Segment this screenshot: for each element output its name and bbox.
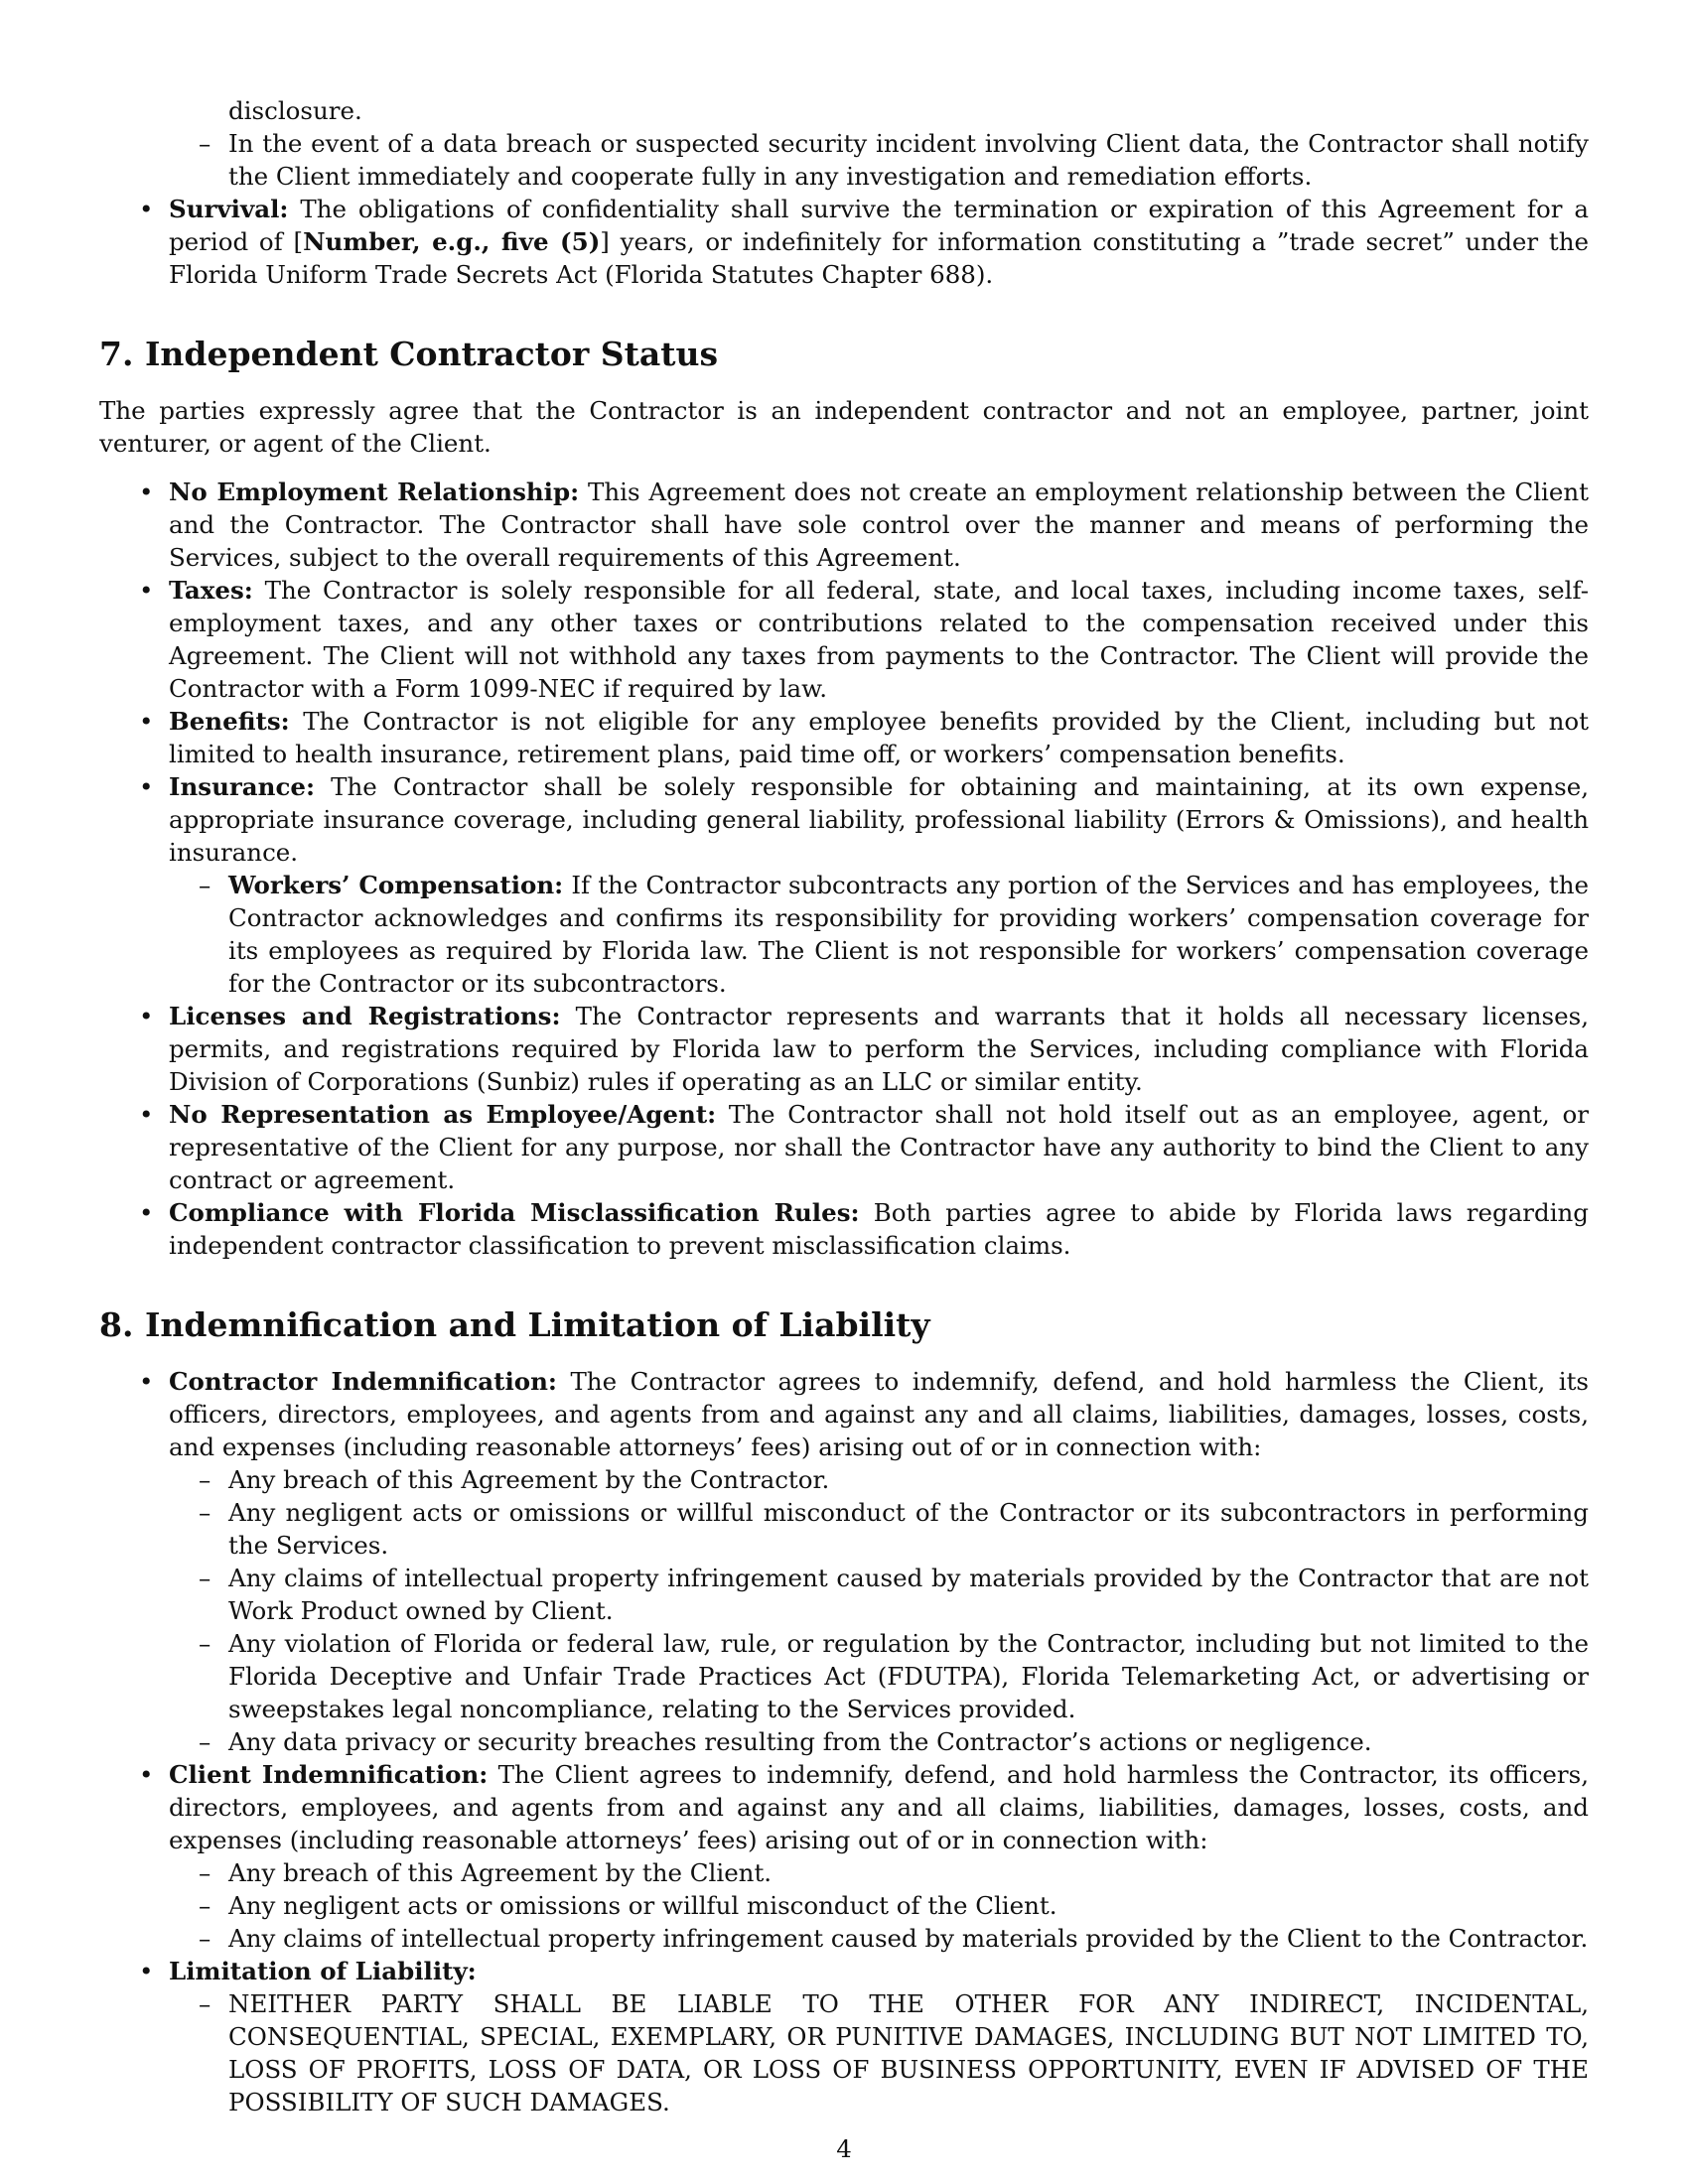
dash-marker: – bbox=[199, 1564, 211, 1592]
bullet-marker: • bbox=[139, 1198, 154, 1227]
bullet-marker: • bbox=[139, 1957, 154, 1985]
survival-label: Survival: bbox=[169, 195, 289, 223]
sub-item-text: If the Contractor subcontracts any portion of the Services and has employees, the Contractor acknowledges and confirms its responsibility for providing workers’ compensation coverage for its employees as required by Florida law. The Client is not responsible for workers’ compensation coverage for the Contractor or its subcontractors. bbox=[228, 871, 1590, 998]
item-text: The Contractor agrees to indemnify, defend, and hold harmless the Client, its officers, directors, employees, and agents from and against any and all claims, liabilities, damages, losses, costs, and expenses (including reasonable attorneys’ fees) arising out of or in connection with: bbox=[169, 1367, 1589, 1461]
list-item bbox=[99, 476, 1589, 574]
sub-item-text: Any negligent acts or omissions or willful misconduct of the Contractor or its subcontractors in performing the Services. bbox=[228, 1498, 1589, 1560]
bullet-marker: • bbox=[139, 1100, 154, 1129]
bullet-marker: • bbox=[139, 1367, 154, 1396]
item-text: The Client agrees to indemnify, defend, and hold harmless the Contractor, its officers, directors, employees, and agents from and against any and all claims, liabilities, damages, losses, costs, and expenses (including reasonable attorneys’ fees) arising out of or in connection with: bbox=[169, 1760, 1590, 1854]
dash-marker: – bbox=[199, 1629, 211, 1658]
dash-marker: – bbox=[199, 1858, 211, 1887]
dash-marker: – bbox=[199, 1891, 211, 1920]
item-text: The Contractor is solely responsible for all federal, state, and local taxes, including income taxes, self-employment taxes, and any other taxes or contributions related to the compensation received under this Agreement. The Client will not withhold any taxes from payments to the Contractor. The Client will provide the Contractor with a Form 1099-NEC if required by law. bbox=[169, 576, 1589, 703]
bullet-marker: • bbox=[139, 478, 154, 506]
section-7-heading: 7. Independent Contractor Status bbox=[99, 335, 719, 373]
item-label: Insurance: bbox=[169, 772, 316, 801]
item-label: Client Indemnification: bbox=[169, 1760, 489, 1789]
survival-term: Number, e.g., five (5) bbox=[303, 227, 601, 256]
sub-list-item bbox=[169, 1496, 1589, 1562]
list-item bbox=[99, 1365, 1589, 1758]
sub-item-text: Any violation of Florida or federal law, rule, or regulation by the Contractor, including but not limited to the Florida Deceptive and Unfair Trade Practices Act (FDUTPA), Florida Telemarketing Act, or advertising or sweepstakes legal noncompliance, relating to the Services provided. bbox=[228, 1629, 1589, 1723]
list-item bbox=[99, 1098, 1589, 1196]
bullet-marker: • bbox=[139, 707, 154, 736]
breach-text: In the event of a data breach or suspected security incident involving Client data, the Contractor shall notify the Client immediately and cooperate fully in any investigation and remediation efforts. bbox=[228, 129, 1589, 191]
sub-list-item bbox=[169, 1889, 1589, 1922]
sub-item-text: Any breach of this Agreement by the Contractor. bbox=[228, 1465, 830, 1494]
sub-list-item bbox=[169, 1922, 1589, 1955]
list-item bbox=[99, 1758, 1589, 1955]
sub-list-item bbox=[169, 1987, 1589, 2118]
breach-notification-clause bbox=[99, 127, 1589, 193]
item-text: The Contractor is not eligible for any employee benefits provided by the Client, including but not limited to health insurance, retirement plans, paid time off, or workers’ compensation benefits. bbox=[169, 707, 1589, 768]
bullet-marker: • bbox=[139, 772, 154, 801]
dash-marker: – bbox=[199, 129, 211, 158]
sub-item-text: Any breach of this Agreement by the Client. bbox=[228, 1858, 773, 1887]
sub-item-text: Any claims of intellectual property infringement caused by materials provided by the Contractor that are not Work Product owned by Client. bbox=[228, 1564, 1589, 1625]
survival-text-a: The obligations of confidentiality shall survive the termination or expiration of this Agreement for a period of [ bbox=[169, 195, 1589, 256]
item-label: No Representation as Employee/Agent: bbox=[169, 1100, 717, 1129]
item-label: Licenses and Registrations: bbox=[169, 1002, 561, 1030]
list-item bbox=[99, 770, 1589, 1000]
sub-list-item bbox=[169, 1856, 1589, 1889]
sub-item-text: Any negligent acts or omissions or willful misconduct of the Client. bbox=[228, 1891, 1057, 1920]
page-number: 4 bbox=[836, 2134, 852, 2163]
bullet-marker: • bbox=[139, 1002, 154, 1030]
section-8-heading: 8. Indemnification and Limitation of Liability bbox=[99, 1305, 930, 1344]
dash-marker: – bbox=[199, 1924, 211, 1953]
bullet-marker: • bbox=[139, 576, 154, 605]
section-7-intro: The parties expressly agree that the Contractor is an independent contractor and not an employee, partner, joint venturer, or agent of the Client. bbox=[99, 396, 1589, 458]
dash-marker: – bbox=[199, 871, 211, 899]
item-label: Contractor Indemnification: bbox=[169, 1367, 557, 1396]
survival-text-b: ] years, or indefinitely for information constituting a ”trade secret” under the Florida Uniform Trade Secrets Act (Florida Statutes Chapter 688). bbox=[169, 227, 1589, 289]
sub-item-text: Any data privacy or security breaches resulting from the Contractor’s actions or negligence. bbox=[228, 1727, 1372, 1756]
item-text: This Agreement does not create an employment relationship between the Client and the Contractor. The Contractor shall have sole control over the manner and means of performing the Services, subject to the overall requirements of this Agreement. bbox=[169, 478, 1589, 572]
sub-list-item bbox=[169, 869, 1589, 1000]
list-item bbox=[99, 1955, 1589, 2118]
sub-list-item bbox=[169, 1627, 1589, 1725]
item-label: Benefits: bbox=[169, 707, 290, 736]
item-label: No Employment Relationship: bbox=[169, 478, 580, 506]
document-page bbox=[99, 94, 1589, 2118]
sub-item-text: NEITHER PARTY SHALL BE LIABLE TO THE OTHER FOR ANY INDIRECT, INCIDENTAL, CONSEQUENTIAL, SPECIAL, EXEMPLARY, OR PUNITIVE DAMAGES, INCLUDING BUT NOT LIMITED TO, LOSS OF PROFITS, LOSS OF DATA, OR LOSS OF BUSINESS OPPORTUNITY, EVEN IF ADVISED OF THE POSSIBILITY OF SUCH DAMAGES. bbox=[228, 1989, 1589, 2116]
dash-marker: – bbox=[199, 1465, 211, 1494]
item-text: Both parties agree to abide by Florida laws regarding independent contractor classification to prevent misclassification claims. bbox=[169, 1198, 1589, 1260]
item-label: Limitation of Liability: bbox=[169, 1957, 477, 1985]
list-item bbox=[99, 1000, 1589, 1098]
dash-marker: – bbox=[199, 1989, 211, 2018]
list-item bbox=[99, 1196, 1589, 1262]
sub-item-label: Workers’ Compensation: bbox=[228, 871, 564, 899]
item-label: Taxes: bbox=[169, 576, 253, 605]
sub-list-item bbox=[169, 1562, 1589, 1627]
list-item bbox=[99, 574, 1589, 705]
sub-list-item bbox=[169, 1463, 1589, 1496]
continued-text: disclosure. bbox=[228, 96, 362, 125]
bullet-marker: • bbox=[139, 195, 154, 223]
survival-clause bbox=[99, 193, 1589, 291]
dash-marker: – bbox=[199, 1498, 211, 1527]
item-text: The Contractor represents and warrants that it holds all necessary licenses, permits, and registrations required by Florida law to perform the Services, including compliance with Florida Division of Corporations (Sunbiz) rules if operating as an LLC or similar entity. bbox=[169, 1002, 1589, 1096]
sub-list-item bbox=[169, 1725, 1589, 1758]
sub-item-text: Any claims of intellectual property infringement caused by materials provided by the Client to the Contractor. bbox=[228, 1924, 1589, 1953]
bullet-marker: • bbox=[139, 1760, 154, 1789]
dash-marker: – bbox=[199, 1727, 211, 1756]
item-label: Compliance with Florida Misclassification Rules: bbox=[169, 1198, 860, 1227]
item-text: The Contractor shall be solely responsible for obtaining and maintaining, at its own expense, appropriate insurance coverage, including general liability, professional liability (Errors & Omissions), and health insurance. bbox=[169, 772, 1589, 867]
list-item bbox=[99, 705, 1589, 770]
item-text: The Contractor shall not hold itself out as an employee, agent, or representative of the Client for any purpose, nor shall the Contractor have any authority to bind the Client to any contract or agreement. bbox=[169, 1100, 1589, 1194]
